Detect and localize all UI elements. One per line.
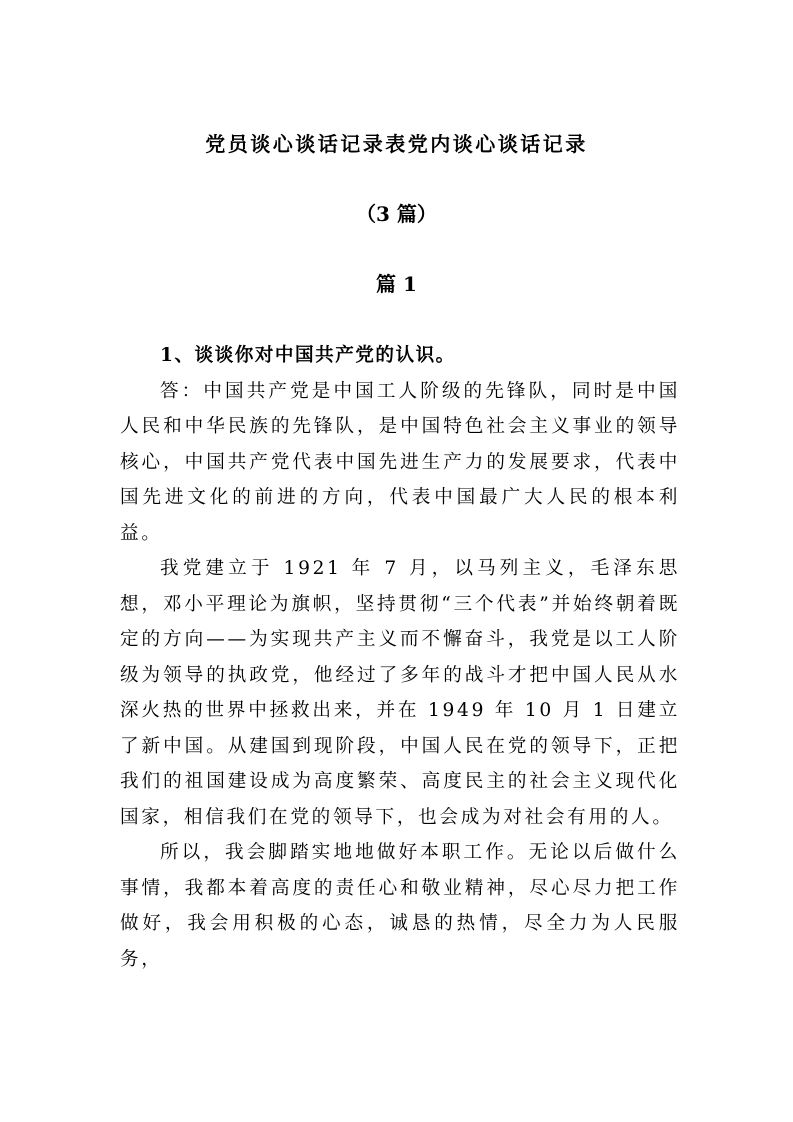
document-body	[120, 338, 680, 977]
document-title: 党员谈心谈话记录表党内谈心谈话记录	[205, 132, 588, 156]
question-heading: 1、谈谈你对中国共产党的认识。	[160, 345, 456, 366]
answer-paragraph: 答：中国共产党是中国工人阶级的先锋队，同时是中国人民和中华民族的先锋队，是中国特色社会主义事业的领导核心，中国共产党代表中国先进生产力的发展要求，代表中国先进文化的前进的方向，代表中国最广大人民的根本利益。	[120, 380, 680, 544]
document-subtitle: （3 篇）	[356, 202, 437, 226]
section-heading: 篇 1	[376, 272, 417, 296]
party-history-paragraph: 我党建立于 1921 年 7 月，以马列主义，毛泽东思想，邓小平理论为旗帜，坚持贯彻“三个代表”并始终朝着既定的方向——为实现共产主义而不懈奋斗，我党是以工人阶级为领导的执政党，他经过了多年的战斗才把中国人民从水深火热的世界中拯救出来，并在 1949 年 10 月 1 日建立了新中国。从建国到现阶段，中国人民在党的领导下，正把我们的祖国建设成为高度繁荣、高度民主的社会主义现代化国家，相信我们在党的领导下，也会成为对社会有用的人。	[120, 558, 680, 828]
commitment-paragraph: 所以，我会脚踏实地地做好本职工作。无论以后做什么事情，我都本着高度的责任心和敬业精神，尽心尽力把工作做好，我会用积极的心态，诚恳的热情，尽全力为人民服务，	[120, 842, 680, 970]
